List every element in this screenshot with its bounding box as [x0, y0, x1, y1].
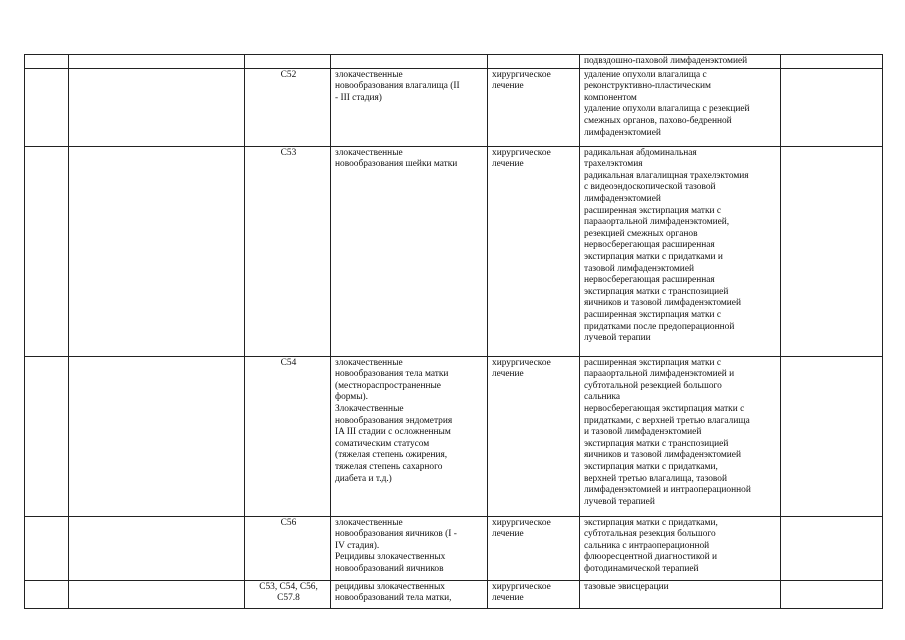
table-body [25, 55, 883, 609]
treatment-line: хирургическое [492, 69, 551, 80]
code-cell [245, 516, 331, 580]
blank-cell [69, 68, 245, 146]
method-line: экстирпация матки с придатками, [584, 461, 718, 472]
method-line: верхней третью влагалища, тазовой [584, 473, 727, 484]
method-line: и тазовой лимфаденэктомией [584, 427, 702, 438]
code-line: C54 [280, 357, 297, 368]
method-line: лимфаденэктомией [584, 127, 661, 138]
method-line: резекцией смежных органов [584, 228, 698, 239]
diagnosis-line: злокачественные [335, 517, 403, 528]
method-cell [580, 55, 781, 69]
blank-cell [781, 580, 883, 608]
method-line: расширенная экстирпация матки с [584, 357, 722, 368]
code-cell [245, 68, 331, 146]
treatment-line: лечение [492, 159, 524, 170]
method-cell [580, 580, 781, 608]
treatment-line: хирургическое [492, 581, 551, 592]
treatment-line: хирургическое [492, 147, 551, 158]
method-line: сальника [584, 392, 621, 403]
method-line: удаление опухоли влагалища с резекцией [584, 104, 750, 115]
code-line: C53 [280, 147, 297, 158]
code-cell [245, 55, 331, 69]
diagnosis-line: - III стадия) [335, 92, 382, 103]
code-cell [245, 146, 331, 356]
treatment-line: хирургическое [492, 357, 551, 368]
method-line: нервосберегающая экстирпация матки с [584, 403, 745, 414]
blank-cell [781, 68, 883, 146]
diagnosis-line: злокачественные [335, 147, 403, 158]
method-line: расширенная экстирпация матки с [584, 309, 722, 320]
code-cell [245, 580, 331, 608]
method-line: придатками после предоперационной [584, 321, 735, 332]
procedures-table [24, 54, 883, 609]
blank-cell [25, 55, 69, 69]
diagnosis-line: IV стадия). [335, 540, 380, 551]
method-line: лимфаденэктомией [584, 193, 661, 204]
code-line: C53, C54, C56, [259, 581, 318, 592]
method-line: придатками, с верхней третью влагалища [584, 415, 750, 426]
diagnosis-line: (местнораспространенные [335, 380, 441, 391]
blank-cell [25, 580, 69, 608]
diagnosis-cell [331, 516, 488, 580]
table-row [25, 356, 883, 516]
method-line: яичников и тазовой лимфаденэктомией [584, 298, 741, 309]
diagnosis-cell [331, 55, 488, 69]
treatment-line: лечение [492, 369, 524, 380]
method-line: радикальная влагалищная трахелэктомия [584, 170, 749, 181]
diagnosis-cell [331, 146, 488, 356]
code-line: C57.8 [277, 593, 300, 604]
blank-cell [25, 356, 69, 516]
blank-cell [69, 356, 245, 516]
code-line: C56 [280, 517, 297, 528]
treatment-line: лечение [492, 593, 524, 604]
method-line: экстирпация матки с транспозицией [584, 438, 729, 449]
diagnosis-cell [331, 68, 488, 146]
blank-cell [25, 146, 69, 356]
blank-cell [781, 356, 883, 516]
method-line: тазовые эвисцерации [584, 581, 669, 592]
diagnosis-line: злокачественные [335, 357, 403, 368]
method-line: расширенная экстирпация матки с [584, 205, 722, 216]
method-line: нервосберегающая расширенная [584, 240, 715, 251]
diagnosis-line: тяжелая степень сахарного [335, 461, 443, 472]
diagnosis-line: новообразования яичников (I - [335, 529, 457, 540]
code-line: C52 [280, 69, 297, 80]
diagnosis-line: злокачественные [335, 69, 403, 80]
diagnosis-cell [331, 580, 488, 608]
treatment-line: лечение [492, 81, 524, 92]
method-line: яичников и тазовой лимфаденэктомией [584, 450, 741, 461]
method-line: нервосберегающая расширенная [584, 275, 715, 286]
blank-cell [25, 516, 69, 580]
method-line: фотодинамической терапией [584, 563, 699, 574]
diagnosis-cell [331, 356, 488, 516]
diagnosis-line: новообразований тела матки, [335, 593, 452, 604]
blank-cell [781, 516, 883, 580]
table-row [25, 68, 883, 146]
method-cell [580, 516, 781, 580]
treatment-line: хирургическое [492, 517, 551, 528]
method-cell [580, 146, 781, 356]
diagnosis-line: (тяжелая степень ожирения, [335, 450, 448, 461]
method-line: подвздошно-паховой лимфаденэктомией [584, 56, 748, 66]
method-cell [580, 68, 781, 146]
treatment-cell [488, 68, 580, 146]
blank-cell [781, 146, 883, 356]
diagnosis-line: новообразования шейки матки [335, 159, 458, 170]
table-row [25, 146, 883, 356]
diagnosis-line: IA III стадии с осложненным [335, 427, 451, 438]
treatment-cell [488, 55, 580, 69]
method-line: экстирпация матки с придатками и [584, 251, 723, 262]
method-line: тазовой лимфаденэктомией [584, 263, 694, 274]
diagnosis-line: рецидивы злокачественных [335, 581, 445, 592]
method-line: лучевой терапией [584, 496, 655, 507]
diagnosis-line: формы). [335, 392, 369, 403]
table-row [25, 55, 883, 69]
method-line: субтотальной резекцией большого [584, 380, 722, 391]
method-line: флюоресцентной диагностикой и [584, 552, 717, 563]
method-line: компонентом [584, 92, 637, 103]
diagnosis-line: новообразований яичников [335, 563, 444, 574]
table-row [25, 580, 883, 608]
treatment-cell [488, 580, 580, 608]
blank-cell [69, 580, 245, 608]
method-cell [580, 356, 781, 516]
diagnosis-line: Злокачественные [335, 403, 404, 414]
diagnosis-line: соматическим статусом [335, 438, 430, 449]
method-line: субтотальная резекция большого [584, 529, 716, 540]
treatment-cell [488, 516, 580, 580]
diagnosis-line: диабета и т.д.) [335, 473, 392, 484]
method-line: с видеоэндоскопической тазовой [584, 182, 716, 193]
diagnosis-line: новообразования влагалища (II [335, 81, 460, 92]
blank-cell [781, 55, 883, 69]
diagnosis-line: новообразования эндометрия [335, 415, 453, 426]
method-line: радикальная абдоминальная [584, 147, 697, 158]
table-row [25, 516, 883, 580]
method-line: трахелэктомия [584, 159, 643, 170]
method-line: лимфаденэктомией и интраоперационной [584, 485, 751, 496]
treatment-line: лечение [492, 529, 524, 540]
treatment-cell [488, 356, 580, 516]
method-line: экстирпация матки с придатками, [584, 517, 718, 528]
method-line: реконструктивно-пластическим [584, 81, 711, 92]
method-line: парааортальной лимфаденэктомией, [584, 217, 730, 228]
treatment-cell [488, 146, 580, 356]
blank-cell [69, 146, 245, 356]
method-line: удаление опухоли влагалища с [584, 69, 707, 80]
method-line: лучевой терапии [584, 333, 651, 344]
blank-cell [25, 68, 69, 146]
method-line: смежных органов, пахово-бедренной [584, 115, 732, 126]
method-line: сальника с интраоперационной [584, 540, 710, 551]
method-line: экстирпация матки с транспозицией [584, 286, 729, 297]
diagnosis-line: Рецидивы злокачественных [335, 552, 446, 563]
code-cell [245, 356, 331, 516]
diagnosis-line: новообразования тела матки [335, 369, 449, 380]
blank-cell [69, 55, 245, 69]
method-line: парааортальной лимфаденэктомией и [584, 369, 735, 380]
blank-cell [69, 516, 245, 580]
